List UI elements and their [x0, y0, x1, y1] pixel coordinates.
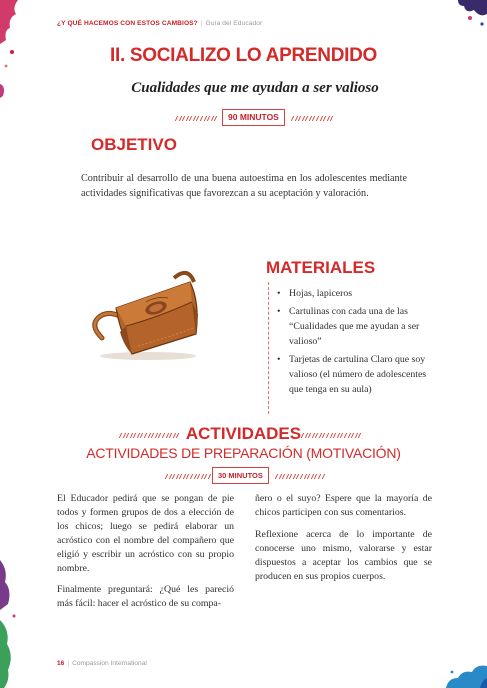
duration-badge: 30 MINUTOS: [212, 467, 269, 484]
list-item: • Tarjetas de cartulina Claro que soy valioso (el número de adolescentes que tenga en su aula): [276, 352, 436, 397]
actividades-subheading: ACTIVIDADES DE PREPARACIÓN (MOTIVACIÓN): [86, 445, 401, 461]
badge-decoration-left: [176, 116, 217, 121]
footer-separator: |: [67, 660, 70, 667]
paint-splash-left-edge: [0, 560, 22, 688]
paragraph: Finalmente preguntará: ¿Qué les pareció más fácil: hacer el acróstico de su compa-: [57, 584, 234, 610]
materiales-list: [276, 286, 436, 400]
materiales-divider: [268, 282, 269, 414]
badge-decoration-right: [276, 474, 324, 479]
paragraph: ñero o el suyo? Espere que la mayoría de chicos participen con sus comentarios.: [255, 493, 432, 518]
objetivo-heading: OBJETIVO: [91, 135, 177, 154]
body-column-right: [255, 492, 432, 591]
leather-bag-illustration: [86, 262, 208, 362]
section-title: II. SOCIALIZO LO APRENDIDO: [109, 45, 377, 66]
objetivo-text: Contribuir al desarrollo de una buena autoestima en los adolescentes mediante actividades significativas que favorezcan a su aceptación y valoración.: [81, 173, 407, 199]
actividades-decoration-right: [302, 433, 361, 438]
list-item: • Hojas, lapiceros: [276, 286, 436, 301]
badge-decoration-right: [292, 116, 333, 121]
header-subtitle: Guía del Educador: [205, 20, 263, 27]
section-subtitle: Cualidades que me ayudan a ser valioso: [131, 80, 379, 96]
paragraph: Reflexione acerca de lo importante de conocerse uno mismo, valorarse y estar dispuestos a aceptar los cambios que se producen en sus propios cuerpos.: [255, 528, 432, 582]
footer-organization: Compassion International: [72, 660, 147, 667]
paint-splash-bottom-right: [428, 660, 487, 688]
list-item: • Cartulinas con cada una de las “Cualidades que me ayudan a ser valioso”: [276, 304, 436, 349]
body-column-left: [57, 492, 234, 619]
page-number: 16: [57, 660, 65, 667]
paragraph: El Educador pedirá que se pongan de pie todos y formen grupos de dos a elección de los chicos; luego se pedirá elaborar un acróstico con el nombre del compañero que eligió y escribir un acróstico con su propio nombre.: [57, 493, 234, 574]
page-footer: [57, 660, 147, 667]
header-separator: |: [200, 20, 203, 27]
actividades-heading: ACTIVIDADES: [185, 424, 302, 443]
running-header: [57, 20, 262, 27]
duration-badge: 90 MINUTOS: [222, 109, 285, 126]
header-title: ¿Y QUÉ HACEMOS CON ESTOS CAMBIOS?: [57, 20, 198, 27]
materiales-heading: MATERIALES: [266, 258, 376, 277]
badge-decoration-left: [166, 474, 214, 479]
paint-splash-top-right: [452, 0, 487, 30]
